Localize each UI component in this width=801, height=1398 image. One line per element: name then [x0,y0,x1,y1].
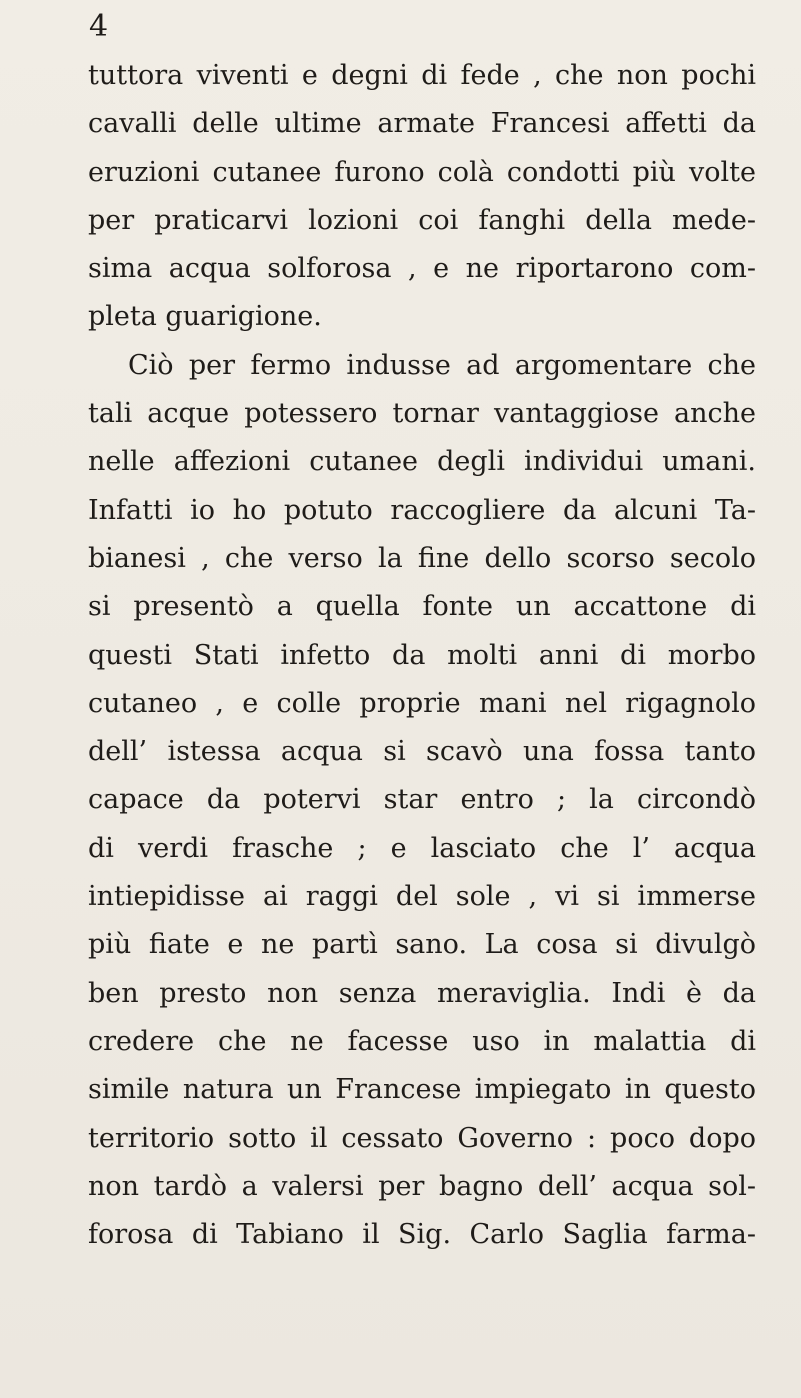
text-line: territorio sotto il cessato Governo : poco dopo [88,1122,756,1154]
text-line: di verdi frasche ; e lasciato che l’ acqua [88,832,756,864]
body-text [88,52,756,1259]
text-line: Ciò per fermo indusse ad argomentare che [128,349,756,381]
text-line: tuttora viventi e degni di fede , che non pochi [88,60,756,91]
text-line: intiepidisse ai raggi del sole , vi si immerse [88,881,756,913]
text-line: Infatti io ho potuto raccogliere da alcuni Ta- [88,494,756,526]
text-line: capace da potervi star entro ; la circondò [88,784,756,816]
text-line: forosa di Tabiano il Sig. Carlo Saglia farma- [88,1219,756,1251]
text-line: dell’ istessa acqua si scavò una fossa tanto [88,736,756,768]
text-line: nelle affezioni cutanee degli individui umani. [88,446,756,478]
text-line: sima acqua solforosa , e ne riportarono com- [88,253,756,285]
text-line: si presentò a quella fonte un accattone di [88,591,756,623]
page-number: 4 [89,9,109,44]
text-line: pleta guarigione. [88,301,322,333]
text-line: cutaneo , e colle proprie mani nel rigagnolo [88,687,756,719]
text-line: non tardò a valersi per bagno dell’ acqua sol- [88,1170,756,1202]
text-line: simile natura un Francese impiegato in questo [88,1074,756,1106]
text-line: eruzioni cutanee furono colà condotti più volte [88,156,756,188]
text-line: tali acque potessero tornar vantaggiose anche [88,398,756,430]
text-line: per praticarvi lozioni coi fanghi della mede- [88,204,756,236]
text-line: più fiate e ne partì sano. La cosa si divulgò [88,929,756,961]
text-line: bianesi , che verso la fine dello scorso secolo [88,542,756,574]
text-line: ben presto non senza meraviglia. Indi è da [88,977,756,1009]
text-line: credere che ne facesse uso in malattia di [88,1025,756,1057]
text-line: cavalli delle ultime armate Francesi affetti da [88,108,756,140]
text-line: questi Stati infetto da molti anni di morbo [88,639,756,671]
